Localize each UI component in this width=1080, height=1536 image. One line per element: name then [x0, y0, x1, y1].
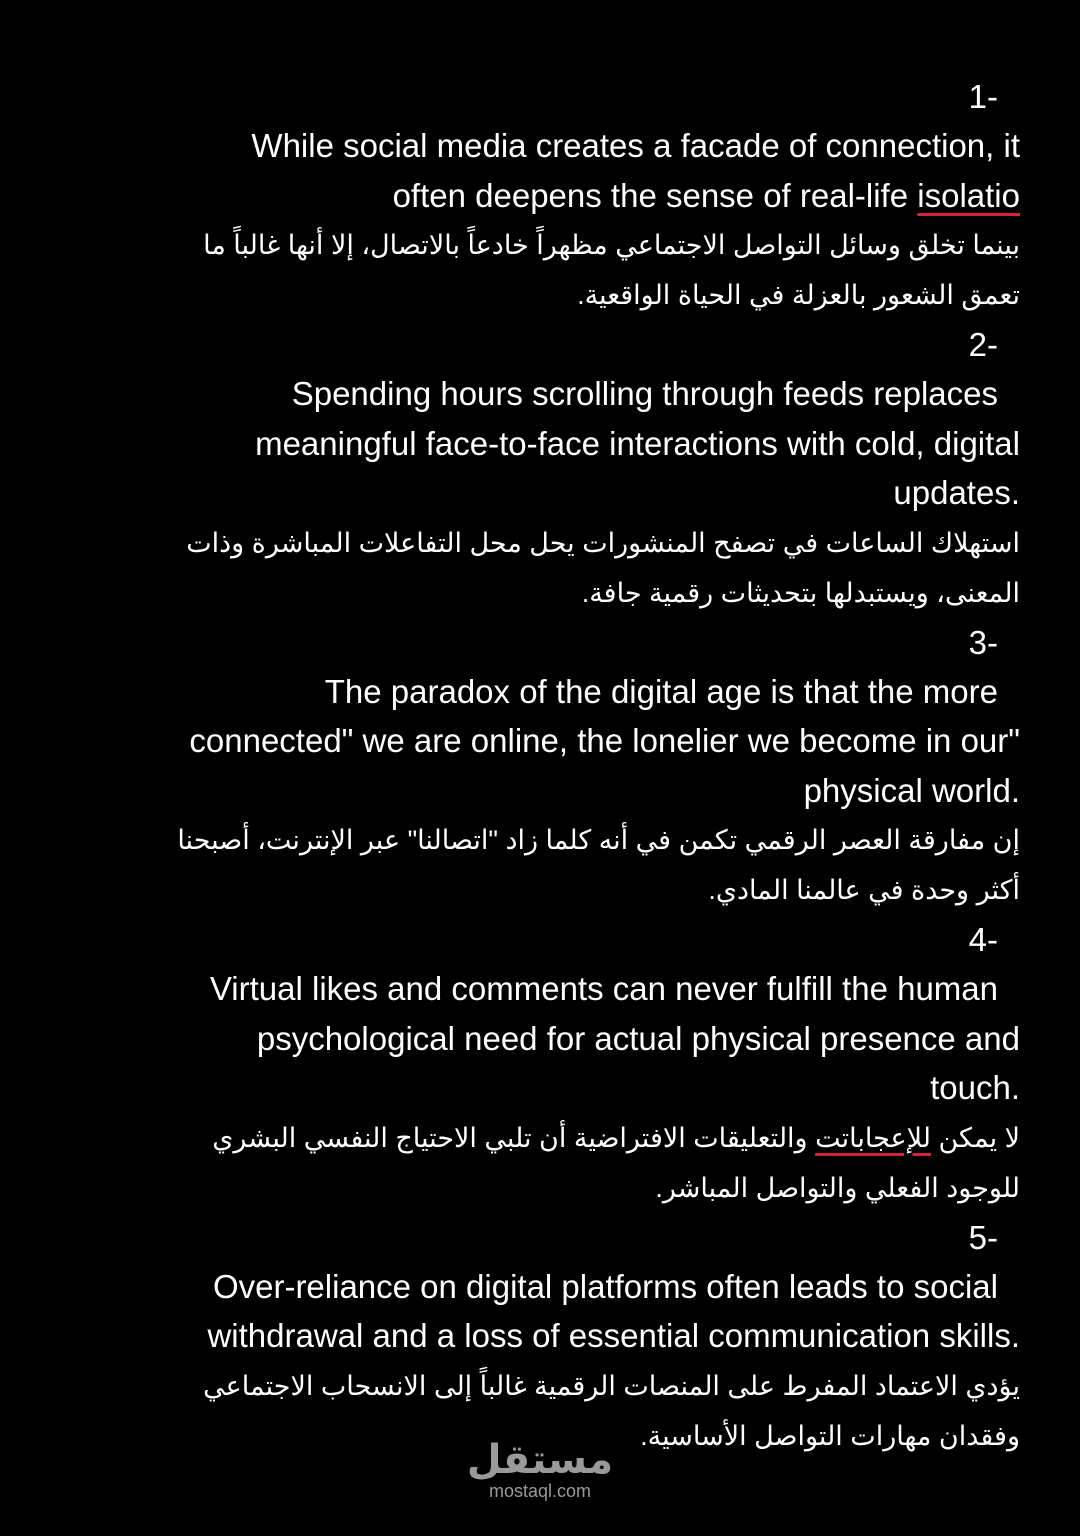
english-line: Over-reliance on digital platforms often leads to social [212, 1267, 998, 1305]
english-line: The paradox of the digital age is that the more [324, 672, 998, 710]
arabic-line: أكثر وحدة في عالمنا المادي. [708, 875, 1020, 905]
arabic-line: بينما تخلق وسائل التواصل الاجتماعي مظهراً خادعاً بالاتصال، إلا أنها غالباً ما [203, 230, 1020, 260]
mostaql-watermark [462, 1438, 618, 1500]
english-line: Virtual likes and comments can never fulfill the human [209, 970, 998, 1007]
arabic-line: للوجود الفعلي والتواصل المباشر. [655, 1172, 1020, 1203]
english-line-text: often deepens the sense of real-life [392, 176, 909, 214]
english-line: .physical world [803, 771, 1020, 809]
misspelled-word[interactable]: للإعجاباتت [815, 1122, 931, 1153]
item-number: -5 [968, 1218, 998, 1256]
arabic-line-text: والتعليقات الافتراضية أن تلبي الاحتياج النفسي البشري [212, 1122, 808, 1153]
english-line: .updates [893, 474, 1020, 511]
english-line: "connected" we are online, the lonelier we become in our [189, 722, 1020, 759]
arabic-line: المعنى، ويستبدلها بتحديثات رقمية جافة. [581, 577, 1020, 608]
arabic-line: وفقدان مهارات التواصل الأساسية. [640, 1420, 1020, 1451]
mostaql-logo: مستقل [466, 1437, 614, 1483]
item-number: -3 [968, 623, 998, 661]
item-number: -1 [968, 78, 998, 115]
english-line [60, 171, 1020, 221]
misspelled-word[interactable]: isolatio [917, 176, 1020, 214]
english-line: .withdrawal and a loss of essential communication skills [207, 1317, 1020, 1354]
english-line: Spending hours scrolling through feeds replaces [291, 375, 998, 412]
arabic-line [60, 1113, 1020, 1163]
item-number: -4 [968, 921, 998, 958]
arabic-line: استهلاك الساعات في تصفح المنشورات يحل محل التفاعلات المباشرة وذات [186, 527, 1020, 558]
english-line: meaningful face-to-face interactions with cold, digital [255, 424, 1020, 462]
arabic-line: إن مفارقة العصر الرقمي تكمن في أنه كلما زاد "اتصالنا" عبر الإنترنت، أصبحنا [177, 825, 1020, 855]
arabic-line: يؤدي الاعتماد المفرط على المنصات الرقمية غالباً إلى الانسحاب الاجتماعي [203, 1370, 1020, 1401]
document-body [60, 72, 1020, 1461]
english-line: While social media creates a facade of connection, it [251, 127, 1020, 164]
arabic-line: تعمق الشعور بالعزلة في الحياة الواقعية. [577, 280, 1020, 310]
english-line: .touch [930, 1069, 1020, 1106]
mostaql-url: mostaql.com [488, 1481, 592, 1501]
english-line: psychological need for actual physical presence and [256, 1019, 1020, 1057]
arabic-line-text: لا يمكن [938, 1122, 1020, 1153]
item-number: -2 [968, 326, 998, 363]
